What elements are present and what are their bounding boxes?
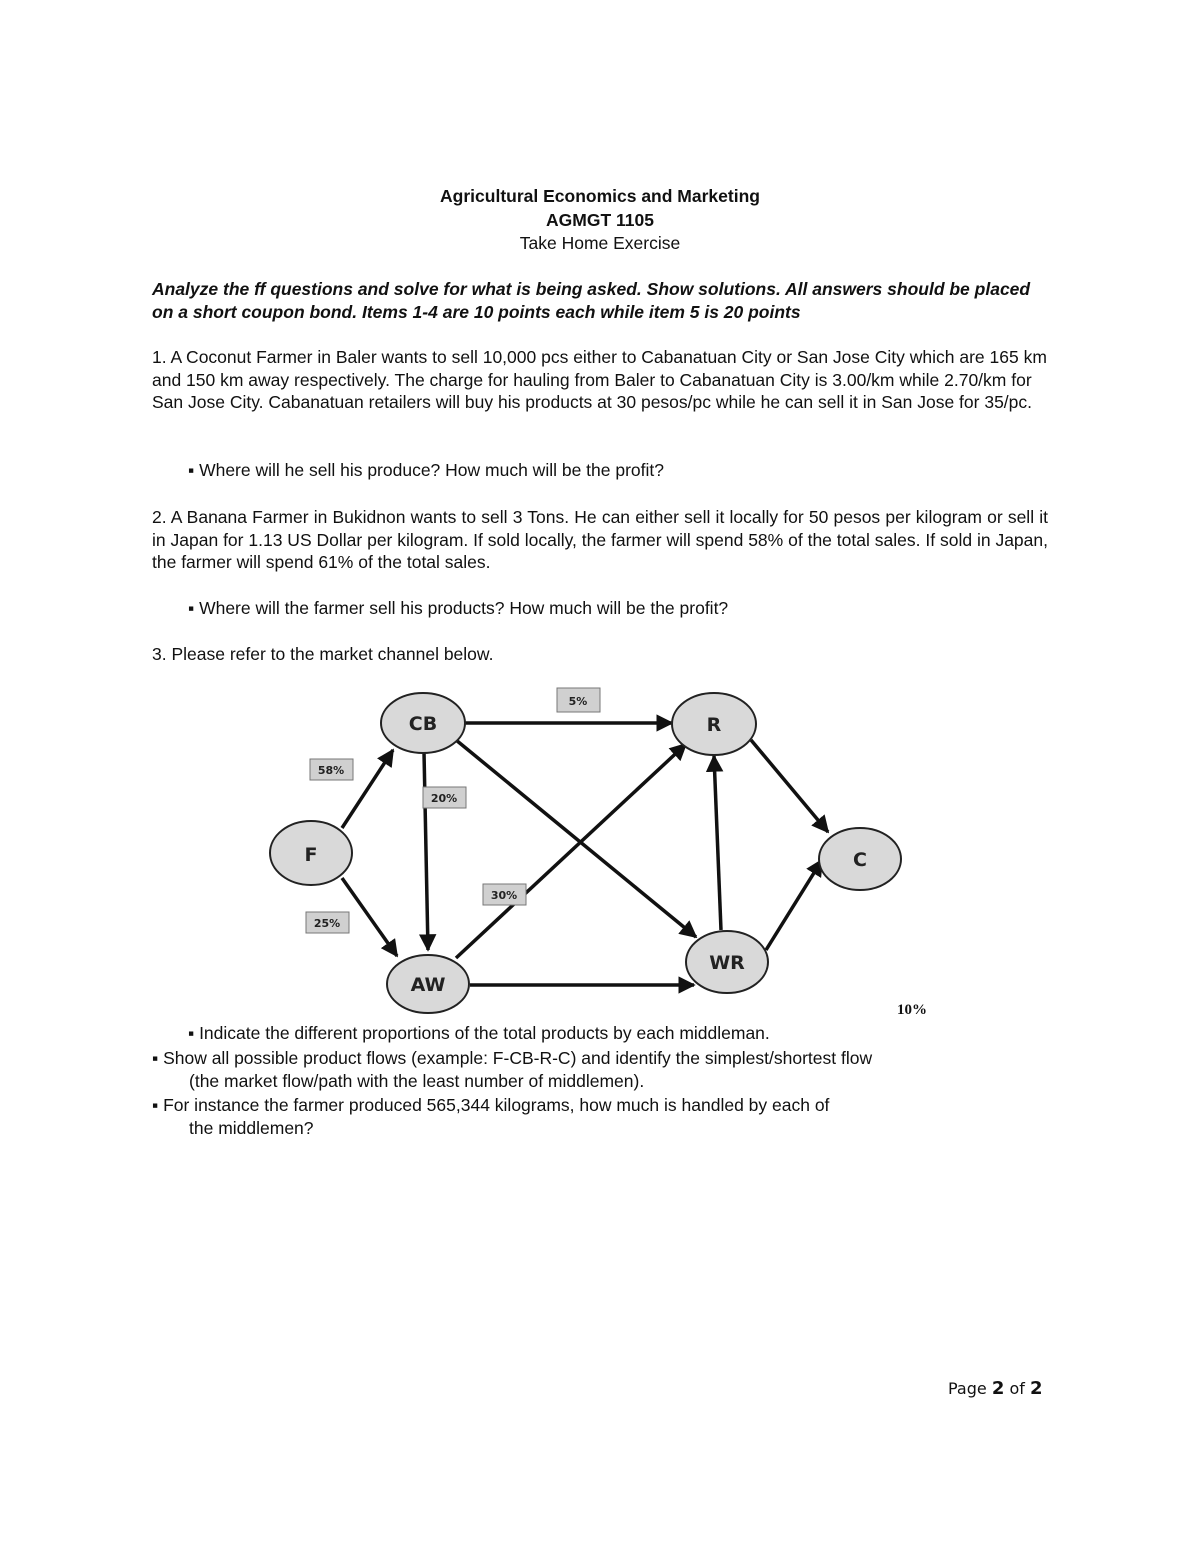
question-3-bullet-c (152, 1094, 829, 1140)
question-3: 3. Please refer to the market channel below. (152, 644, 494, 664)
label-box-20 (423, 787, 466, 808)
node-c-label: C (853, 849, 867, 871)
page-number: 2 (991, 1378, 1005, 1399)
page-word: Page (948, 1379, 987, 1398)
question-1-bullet: ▪ Where will he sell his produce? How much will be the profit? (188, 460, 664, 480)
node-cb-label: CB (408, 713, 438, 735)
question-3-bullet-c-line1: ▪ For instance the farmer produced 565,344 kilograms, how much is handled by each of (152, 1095, 830, 1115)
node-aw (387, 955, 469, 1013)
node-r (672, 693, 756, 755)
label-5-text: 5% (568, 695, 588, 708)
edge-wr-r (714, 756, 721, 930)
question-3-bullet-b (152, 1047, 872, 1093)
node-cb (381, 693, 465, 753)
node-f (270, 821, 352, 885)
label-box-25 (306, 912, 349, 933)
node-wr (686, 931, 768, 993)
node-c (819, 828, 901, 890)
instructions: Analyze the ff questions and solve for what is being asked. Show solutions. All answers should be placed on a short coupon bond. Items 1-4 are 10 points each while item 5 is 20 points (152, 279, 1031, 322)
edge-f-aw (342, 878, 397, 956)
document-subtitle: Take Home Exercise (519, 233, 681, 253)
question-2-bullet: ▪ Where will the farmer sell his products? How much will be the profit? (188, 598, 729, 618)
label-30-text: 30% (490, 889, 518, 902)
node-wr-label: WR (709, 952, 745, 974)
question-3-bullet-b-line2: (the market flow/path with the least number of middlemen). (189, 1071, 645, 1091)
page-total: 2 (1029, 1378, 1043, 1399)
node-f-label: F (304, 844, 318, 866)
question-2: 2. A Banana Farmer in Bukidnon wants to sell 3 Tons. He can either sell it locally for 50 pesos per kilogram or sell it in Japan for 1.13 US Dollar per kilogram. If sold locally, the farmer will spend 58% of the total sales. If sold in Japan, the farmer will spend 61% of the total sales. (152, 507, 1048, 573)
document-title: Agricultural Economics and Marketing (440, 186, 760, 206)
edge-r-c (751, 740, 828, 832)
label-box-5 (557, 688, 600, 712)
question-3-bullet-b-line1: ▪ Show all possible product flows (example: F-CB-R-C) and identify the simplest/shortest flow (152, 1048, 873, 1068)
node-r-label: R (706, 714, 722, 736)
question-3-bullet-a: ▪ Indicate the different proportions of the total products by each middleman. (188, 1023, 770, 1043)
question-3-bullet-c-line2: the middlemen? (189, 1118, 314, 1138)
label-10-text: 10% (897, 1002, 927, 1018)
node-aw-label: AW (410, 974, 446, 996)
label-25-text: 25% (313, 917, 341, 930)
label-20-text: 20% (430, 792, 458, 805)
label-box-58 (310, 759, 353, 780)
course-code: AGMGT 1105 (546, 210, 654, 230)
edge-wr-c (766, 860, 822, 950)
page-footer (948, 1378, 1043, 1399)
question-1: 1. A Coconut Farmer in Baler wants to sell 10,000 pcs either to Cabanatuan City or San Jose City which are 165 km and 150 km away respectively. The charge for hauling from Baler to Cabanatuan City is 3.00/km while 2.70/km for San Jose City. Cabanatuan retailers will buy his products at 30 pesos/pc while he can sell it in San Jose for 35/pc. (152, 347, 1047, 413)
edge-cb-aw (424, 752, 428, 950)
of-word: of (1009, 1379, 1025, 1398)
edge-aw-r (456, 744, 686, 958)
label-58-text: 58% (317, 764, 345, 777)
label-box-30 (483, 884, 526, 905)
